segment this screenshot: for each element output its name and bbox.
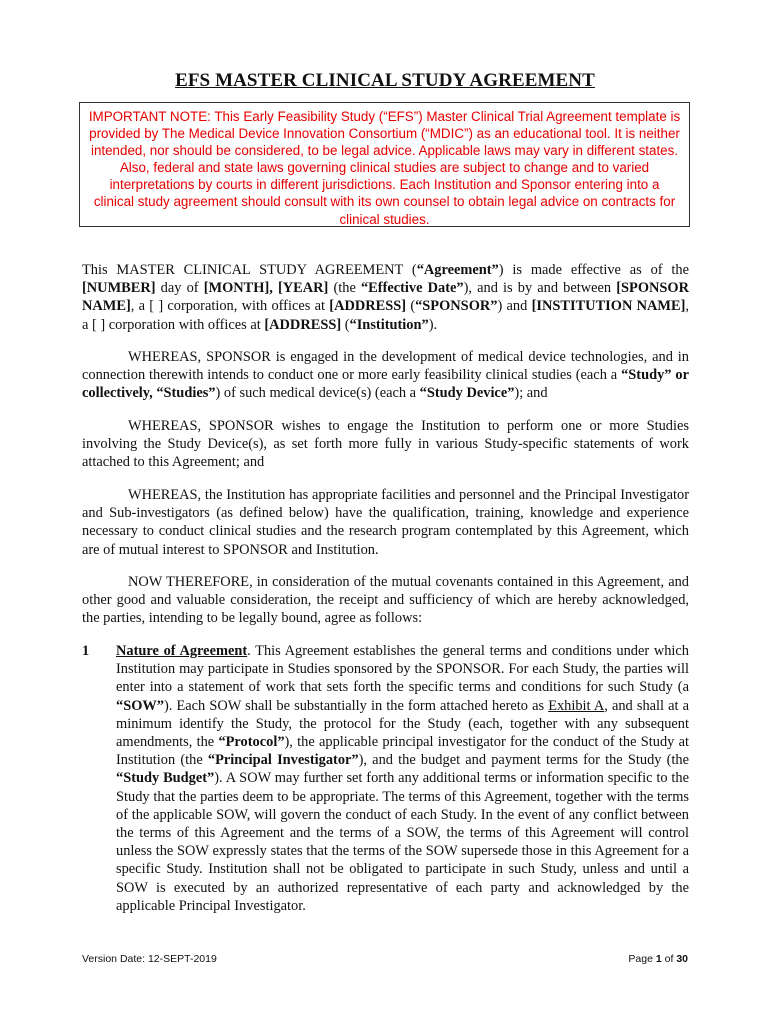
protocol-term: “Protocol” [218,734,285,751]
principal-investigator-term: “Principal Investigator” [207,752,359,769]
sow-term: “SOW” [116,697,164,714]
current-page: 1 [655,953,662,965]
intro-text: (the [328,280,361,297]
intro-text: day of [155,280,204,297]
section-text: . This Agreement establishes the general terms and conditions under which Institution may participate in Studies sponsored by the SPONSOR. For each Study, the parties will enter into a statement of work that sets forth the specific terms and conditions for such Study (a [116,643,689,696]
important-note-text: IMPORTANT NOTE: This Early Feasibility Study (“EFS”) Master Clinical Trial Agreement template is provided by The Medical Device Innovation Consortium (“MDIC”) as an educational tool. It is neither intended, nor should be considered, to be legal advice. Applicable laws may vary in different states. Also, federal and state laws governing clinical studies are subject to change and to varied interpretations by courts in different jurisdictions. Each Institution and Sponsor entering into a clinical study agreement should consult with its own counsel to obtain legal advice on contracts for clinical studies. [88,109,681,227]
whereas-paragraph-2: WHEREAS, SPONSOR wishes to engage the Institution to perform one or more Studies involving the Study Device(s), as set forth more fully in various Study-specific statements of work attached to this Agreement; and [82,418,689,471]
effective-date-term: “Effective Date” [360,280,464,297]
institution-name-placeholder: [INSTITUTION NAME] [531,298,686,315]
important-note-box [79,102,690,227]
intro-text: , a [ ] corporation, with offices at [130,298,330,315]
number-placeholder: [NUMBER] [82,280,156,297]
section-heading: Nature of Agreement [116,643,248,659]
section-text: ). Each SOW shall be substantially in the form attached hereto as [163,697,549,714]
paragraph-text: ); and [514,385,548,402]
agreement-term: “Agreement” [416,262,499,278]
whereas-paragraph-3: WHEREAS, the Institution has appropriate facilities and personnel and the Principal Investigator and Sub-investigators (as defined below) have the qualification, training, knowledge and experience necessary to conduct clinical studies and the research program contemplated by this Agreement, which are of mutual interest to SPONSOR and Institution. [82,487,689,558]
intro-text: ( [341,316,350,333]
section-1-content [116,642,689,915]
intro-text: ) is made effective as of the [498,262,690,278]
intro-paragraph [82,261,689,334]
now-therefore-paragraph: NOW THEREFORE, in consideration of the mutual covenants contained in this Agreement, and other good and valuable consideration, the receipt and sufficiency of which are hereby acknowledged, the parties, intending to be legally bound, agree as follows: [82,574,689,627]
address-placeholder: [ADDRESS] [264,316,342,333]
section-text: ). A SOW may further set forth any additional terms or information specific to the Study that the parties deem to be appropriate. The terms of this Agreement, together with the terms of the applicable SOW, will govern the conduct of each Study. In the event of any conflict between the terms of this Agreement and the terms of a SOW, the terms of this Agreement will control unless the SOW expressly states that the terms of the SOW supersede those in this Agreement for a specific Study. Institution shall not be obligated to participate in such Study, unless and until a SOW is executed by an authorized representative of each party and acknowledged by the applicable Principal Investigator. [116,770,689,914]
paragraph-text: WHEREAS, SPONSOR is engaged in the development of medical device technologies, and in connection therewith intends to conduct one or more early feasibility clinical studies (each a [82,349,689,384]
intro-text: ) and [497,298,532,315]
section-text: ), the applicable principal investigator for the conduct of the Study at Institution (the [116,734,690,769]
month-year-placeholder: [MONTH], [YEAR] [203,280,329,297]
section-1 [82,642,689,915]
study-budget-term: “Study Budget” [116,770,215,787]
institution-term: “Institution” [349,316,429,333]
version-date: Version Date: 12-SEPT-2019 [82,953,217,965]
whereas-paragraph-1 [82,348,689,403]
section-text: ), and the budget and payment terms for the Study (the [358,752,690,769]
intro-text: ( [406,298,416,315]
study-device-term: “Study Device” [419,385,515,402]
page-label: Page [628,953,656,965]
paragraph-text: ) of such medical device(s) (each a [215,385,420,402]
address-placeholder: [ADDRESS] [329,298,407,315]
section-number: 1 [82,643,90,659]
exhibit-a-reference: Exhibit A [548,697,605,714]
section-text: , and shall at a minimum identify the Study, the protocol for the Study (each, together with any subsequent amendments, the [116,697,689,751]
study-term: “Study” or collectively, “Studies” [82,367,689,402]
intro-text: ), and is by and between [463,280,617,297]
of-label: of [661,953,677,965]
sponsor-term: “SPONSOR” [415,298,498,315]
document-title: EFS MASTER CLINICAL STUDY AGREEMENT [175,70,595,91]
sponsor-name-placeholder: [SPONSOR NAME] [82,280,690,315]
page-number [628,953,688,965]
intro-text: This MASTER CLINICAL STUDY AGREEMENT ( [82,262,417,278]
intro-text: ). [428,316,438,333]
total-pages: 30 [676,953,688,965]
intro-text: , a [ ] corporation with offices at [82,298,689,333]
